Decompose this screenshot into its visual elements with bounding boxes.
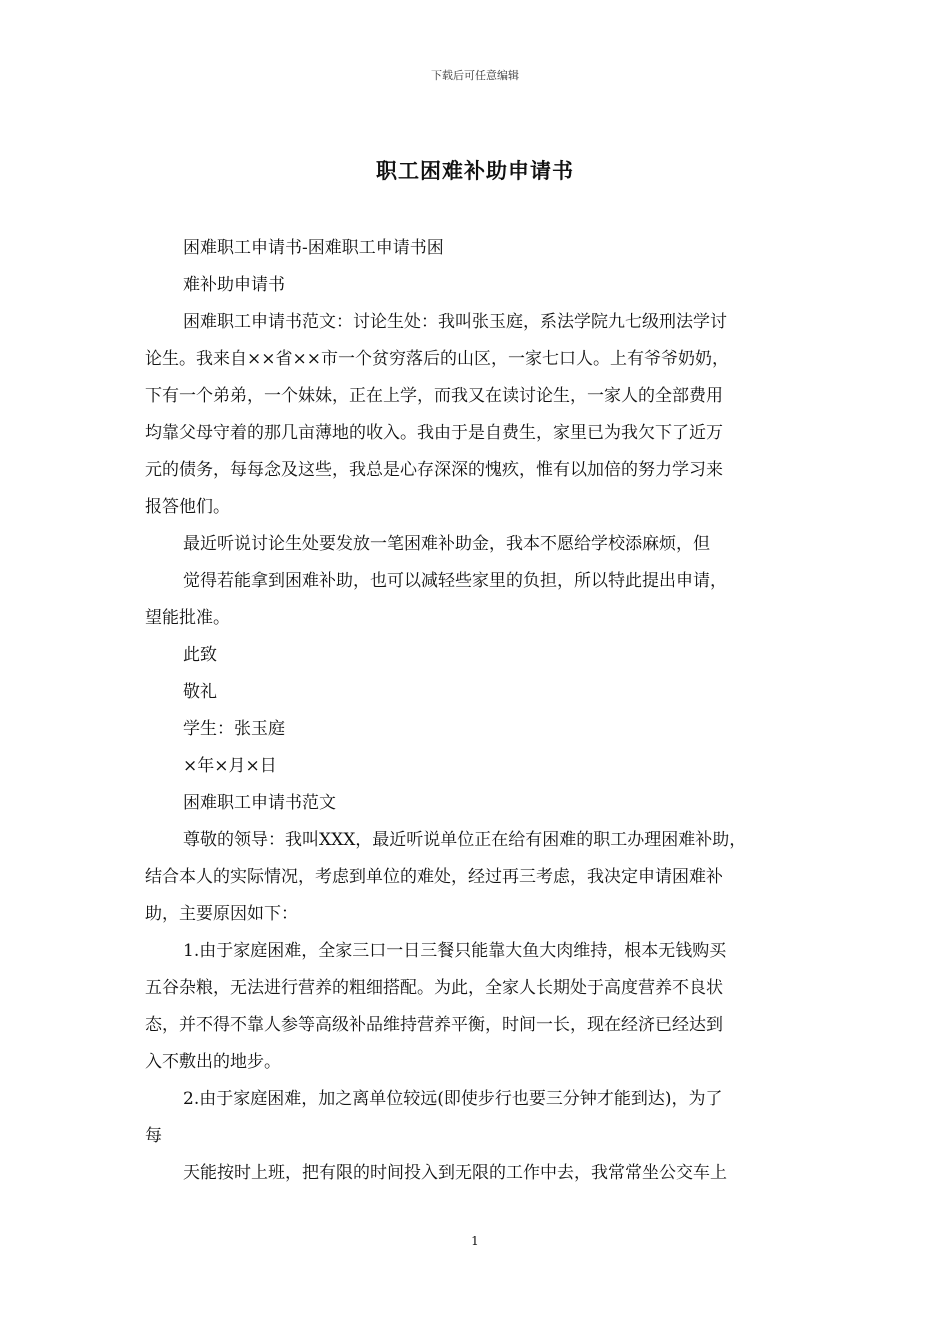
- body-line: 难补助申请书: [183, 275, 285, 295]
- body-line: 均靠父母守着的那几亩薄地的收入。我由于是自费生，家里已为我欠下了近万: [145, 423, 723, 443]
- body-line: 困难职工申请书范文：讨论生处：我叫张玉庭，系法学院九七级刑法学讨: [183, 312, 727, 332]
- body-line: 态，并不得不靠人参等高级补品维持营养平衡，时间一长，现在经济已经达到: [145, 1015, 723, 1035]
- body-line: 此致: [183, 645, 217, 665]
- body-line: 2.由于家庭困难，加之离单位较远(即使步行也要三分钟才能到达)，为了: [183, 1089, 723, 1109]
- body-line: 觉得若能拿到困难补助，也可以减轻些家里的负担，所以特此提出申请，: [183, 571, 727, 591]
- body-line: 困难职工申请书-困难职工申请书困: [183, 238, 444, 258]
- body-line: 望能批准。: [145, 608, 230, 628]
- document-title: 职工困难补助申请书: [376, 158, 574, 183]
- body-line: 报答他们。: [145, 497, 230, 517]
- body-line: 最近听说讨论生处要发放一笔困难补助金，我本不愿给学校添麻烦，但: [183, 534, 710, 554]
- body-line: 天能按时上班，把有限的时间投入到无限的工作中去，我常常坐公交车上: [183, 1163, 727, 1183]
- body-line: 尊敬的领导：我叫XXX，最近听说单位正在给有困难的职工办理困难补助，: [183, 830, 747, 850]
- body-line: 下有一个弟弟，一个妹妹，正在上学，而我又在读讨论生，一家人的全部费用: [145, 386, 723, 406]
- body-line: 入不敷出的地步。: [145, 1052, 281, 1072]
- body-line: 每: [145, 1126, 162, 1146]
- body-line: 结合本人的实际情况，考虑到单位的难处，经过再三考虑，我决定申请困难补: [145, 867, 723, 887]
- page-number: 1: [471, 1234, 479, 1248]
- body-line: 五谷杂粮，无法进行营养的粗细搭配。为此，全家人长期处于高度营养不良状: [145, 978, 723, 998]
- body-line: 助，主要原因如下：: [145, 904, 298, 924]
- body-line: 1.由于家庭困难，全家三口一日三餐只能靠大鱼大肉维持，根本无钱购买: [183, 941, 727, 961]
- body-line: 困难职工申请书范文: [183, 793, 336, 813]
- page-header-note: 下载后可任意编辑: [431, 69, 519, 82]
- document-body: [145, 230, 813, 1192]
- body-line: 敬礼: [183, 682, 217, 702]
- body-line: 元的债务，每每念及这些，我总是心存深深的愧疚，惟有以加倍的努力学习来: [145, 460, 723, 480]
- body-line: 论生。我来自××省××市一个贫穷落后的山区，一家七口人。上有爷爷奶奶，: [145, 349, 729, 369]
- body-line: ×年×月×日: [183, 756, 277, 776]
- body-line: 学生：张玉庭: [183, 719, 285, 739]
